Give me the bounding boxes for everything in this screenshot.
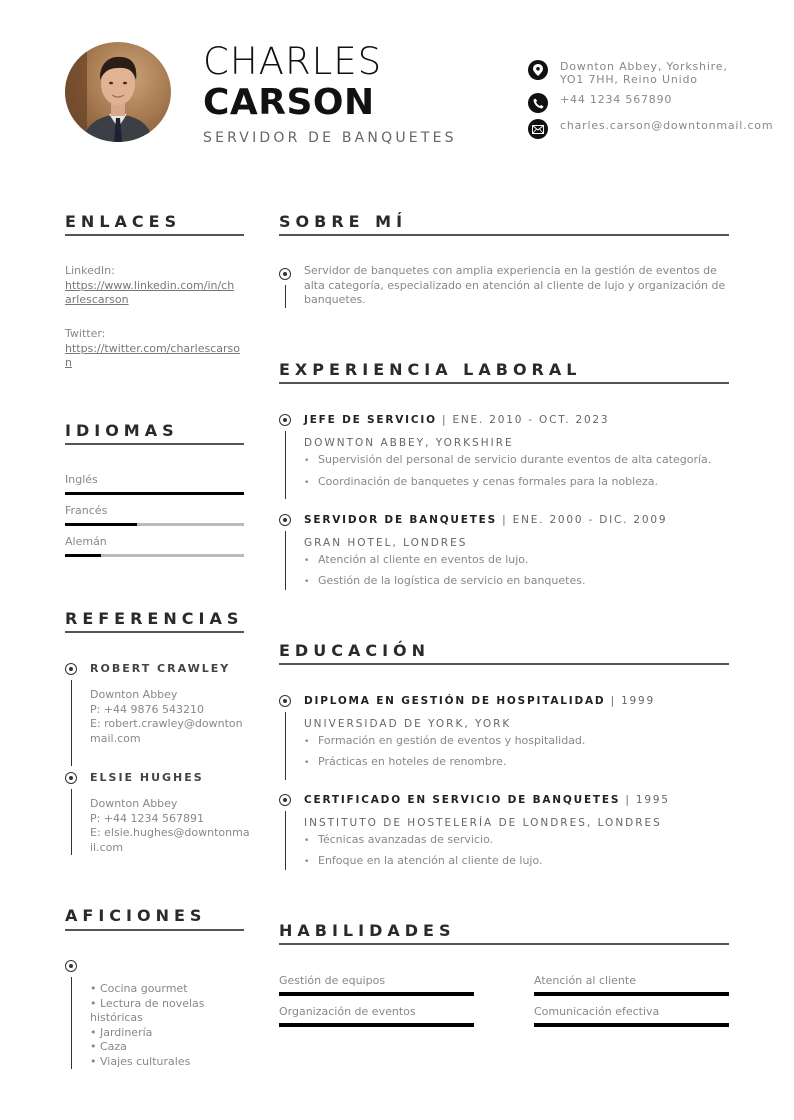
section-divider: [65, 234, 244, 236]
skill-bar: [534, 992, 729, 996]
education-institution: UNIVERSIDAD DE YORK, YORK: [304, 718, 512, 730]
reference-name: ROBERT CRAWLEY: [90, 662, 231, 675]
language-level-fill: [65, 523, 137, 526]
section-divider: [279, 382, 729, 384]
skill-bar: [279, 1023, 474, 1027]
language-name: Francés: [65, 504, 108, 517]
portrait-illustration: [65, 42, 171, 142]
hobby-item-continued: históricas: [90, 1011, 143, 1024]
skill-label: Atención al cliente: [534, 974, 636, 987]
link-twitter-line2[interactable]: n: [65, 356, 72, 369]
about-line: Servidor de banquetes con amplia experiencia en la gestión de eventos de: [304, 264, 717, 277]
job-dates: ENE. 2000 - DIC. 2009: [512, 514, 668, 526]
reference-name: ELSIE HUGHES: [90, 771, 204, 784]
language-level-fill: [65, 554, 101, 557]
hobby-item: • Cocina gourmet: [90, 982, 188, 995]
skill-bar: [279, 992, 474, 996]
job-title: SERVIDOR DE BANQUETES: [203, 130, 457, 146]
education-bullet: • Técnicas avanzadas de servicio.: [304, 833, 493, 846]
contact-phone: [528, 93, 730, 113]
reference-email-line1: E: elsie.hughes@downtonma: [90, 826, 250, 839]
hobby-item: • Caza: [90, 1040, 127, 1053]
reference-phone: P: +44 1234 567891: [90, 811, 205, 825]
section-heading-about: SOBRE MÍ: [279, 212, 408, 231]
timeline-dot-icon: [279, 268, 291, 280]
hobby-item: • Jardinería: [90, 1025, 153, 1039]
job-bullet: • Supervisión del personal de servicio durante eventos de alta categoría.: [304, 453, 711, 466]
reference-org: Downton Abbey: [90, 797, 178, 810]
section-divider: [279, 663, 729, 665]
skill-label: Organización de eventos: [279, 1005, 416, 1018]
education-entry-title: [304, 794, 670, 806]
section-heading-languages: IDIOMAS: [65, 421, 179, 440]
timeline-line: [285, 531, 287, 590]
profile-photo: [65, 42, 171, 142]
section-heading-education: EDUCACIÓN: [279, 641, 431, 660]
language-level-bar: [65, 554, 244, 557]
section-divider: [65, 929, 244, 931]
link-label-linkedin: LinkedIn:: [65, 264, 115, 277]
reference-email-line2: il.com: [90, 840, 124, 854]
education-year: 1999: [621, 695, 655, 707]
address-text: Downton Abbey, Yorkshire, YO1 7HH, Reino Unido: [560, 60, 728, 86]
about-line: alta categoría, especializado en atención al cliente de lujo y organización de: [304, 278, 726, 292]
separator: |: [497, 514, 513, 526]
education-year: 1995: [635, 794, 670, 806]
timeline-dot-icon: [65, 772, 77, 784]
timeline-dot-icon: [279, 794, 291, 806]
link-linkedin-line1[interactable]: https://www.linkedin.com/in/ch: [65, 278, 235, 292]
reference-org: Downton Abbey: [90, 688, 178, 701]
email-text[interactable]: charles.carson@downtonmail.com: [560, 119, 774, 132]
job-role: JEFE DE SERVICIO: [304, 414, 437, 426]
link-twitter-line1[interactable]: https://twitter.com/charlescarso: [65, 341, 241, 355]
job-role: SERVIDOR DE BANQUETES: [304, 514, 498, 526]
job-entry-title: [304, 414, 609, 426]
last-name: CARSON: [203, 82, 375, 123]
section-heading-hobbies: AFICIONES: [65, 906, 207, 925]
education-bullet: • Prácticas en hoteles de renombre.: [304, 755, 506, 768]
job-employer: DOWNTON ABBEY, YORKSHIRE: [304, 437, 514, 449]
skill-label: Comunicación efectiva: [534, 1005, 660, 1018]
reference-email-line1: E: robert.crawley@downton: [90, 717, 243, 730]
about-line: banquetes.: [304, 293, 366, 306]
timeline-line: [71, 789, 73, 855]
timeline-dot-icon: [279, 514, 291, 526]
reference-phone: P: +44 9876 543210: [90, 702, 205, 716]
language-level-bar: [65, 492, 244, 495]
education-bullet: • Formación en gestión de eventos y hospitalidad.: [304, 734, 585, 747]
language-name: Inglés: [65, 473, 98, 486]
job-employer: GRAN HOTEL, LONDRES: [304, 537, 468, 549]
first-name: CHARLES: [203, 40, 383, 83]
phone-text[interactable]: +44 1234 567890: [560, 93, 673, 106]
timeline-dot-icon: [279, 414, 291, 426]
contact-email: [528, 119, 774, 139]
section-divider: [279, 943, 729, 945]
timeline-line: [285, 431, 287, 499]
reference-email-line2: mail.com: [90, 731, 141, 745]
timeline-line: [285, 285, 287, 308]
degree-name: DIPLOMA EN GESTIÓN DE HOSPITALIDAD: [304, 695, 606, 707]
job-dates: ENE. 2010 - OCT. 2023: [452, 414, 610, 426]
location-pin-icon: [528, 60, 548, 80]
job-bullet: • Coordinación de banquetes y cenas formales para la nobleza.: [304, 475, 658, 488]
link-linkedin-line2[interactable]: arlescarson: [65, 293, 129, 306]
language-level-fill: [65, 492, 244, 495]
section-heading-links: ENLACES: [65, 212, 182, 231]
timeline-dot-icon: [279, 695, 291, 707]
section-divider: [65, 443, 244, 445]
section-heading-experience: EXPERIENCIA LABORAL: [279, 360, 582, 379]
education-bullet: • Enfoque en la atención al cliente de lujo.: [304, 854, 543, 867]
separator: |: [436, 414, 453, 426]
job-entry-title: [304, 514, 667, 526]
section-divider: [279, 234, 729, 236]
timeline-dot-icon: [65, 663, 77, 675]
timeline-line: [71, 977, 73, 1069]
language-name: Alemán: [65, 535, 107, 548]
section-heading-skills: HABILIDADES: [279, 921, 456, 940]
timeline-dot-icon: [65, 960, 77, 972]
separator: |: [605, 695, 622, 707]
hobby-item: • Viajes culturales: [90, 1054, 191, 1068]
degree-name: CERTIFICADO EN SERVICIO DE BANQUETES: [304, 794, 621, 806]
timeline-line: [285, 712, 287, 780]
envelope-icon: [528, 119, 548, 139]
education-institution: INSTITUTO DE HOSTELERÍA DE LONDRES, LONDRES: [304, 817, 662, 829]
timeline-line: [71, 680, 73, 766]
timeline-line: [285, 811, 287, 870]
section-heading-references: REFERENCIAS: [65, 609, 244, 628]
language-level-bar: [65, 523, 244, 526]
phone-icon: [528, 93, 548, 113]
job-bullet: • Gestión de la logística de servicio en banquetes.: [304, 574, 585, 587]
skill-bar: [534, 1023, 729, 1027]
section-divider: [65, 631, 244, 633]
link-label-twitter: Twitter:: [65, 327, 106, 340]
hobby-item: • Lectura de novelas: [90, 996, 205, 1010]
skill-label: Gestión de equipos: [279, 974, 386, 987]
job-bullet: • Atención al cliente en eventos de lujo.: [304, 553, 528, 566]
separator: |: [620, 794, 636, 806]
education-entry-title: [304, 695, 655, 707]
contact-address: [528, 60, 730, 86]
